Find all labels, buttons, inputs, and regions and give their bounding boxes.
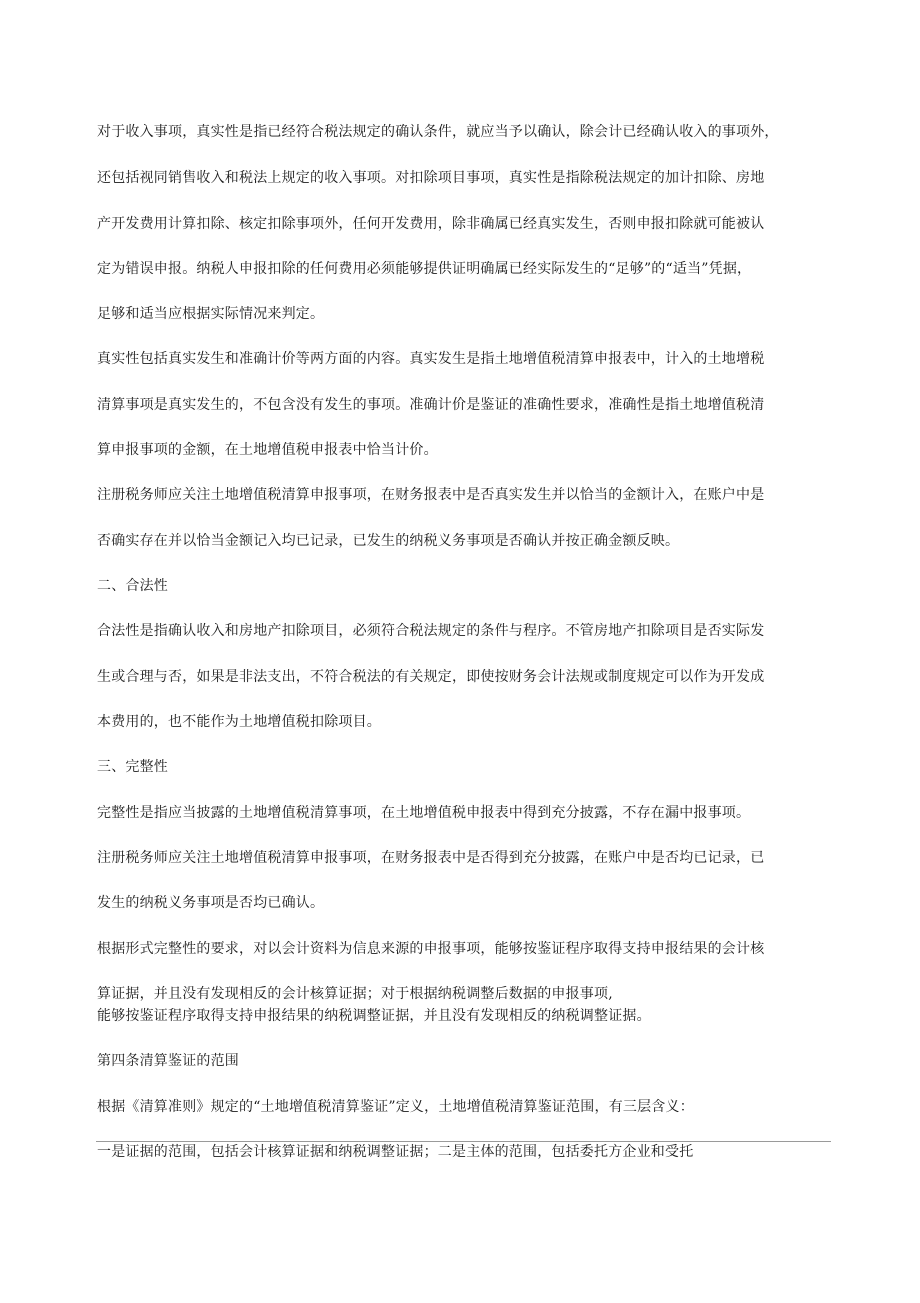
paragraph-line: 注册税务师应关注土地增值税清算申报事项，在财务报表中是否得到充分披露，在账户中是否均已记录，已 [97,850,765,866]
paragraph-line: 还包括视同销售收入和税法上规定的收入事项。对扣除项目事项，真实性是指除税法规定的加计扣除、房地 [97,170,765,186]
paragraph-line: 发生的纳税义务事项是否均已确认。 [97,895,325,911]
section-heading: 二、合法性 [97,578,168,594]
paragraph-line: 定为错误申报。纳税人申报扣除的任何费用必须能够提供证明确属已经实际发生的“足够”的“适当”凭据， [97,261,752,277]
paragraph-line: 否确实存在并以恰当金额记入均已记录，已发生的纳税义务事项是否确认并按正确金额反映。 [97,533,680,549]
paragraph-line: 生或合理与否，如果是非法支出，不符合税法的有关规定，即使按财务会计法规或制度规定可以作为开发成 [97,669,765,685]
paragraph-line: 本费用的，也不能作为土地增值税扣除项目。 [97,714,381,730]
paragraph-line: 一是证据的范围，包括会计核算证据和纳税调整证据；二是主体的范围，包括委托方企业和受托 [97,1144,694,1160]
paragraph-line: 足够和适当应根据实际情况来判定。 [97,306,325,322]
section-heading: 三、完整性 [97,759,168,775]
paragraph-line: 清算事项是真实发生的，不包含没有发生的事项。准确计价是鉴证的准确性要求，准确性是指土地增值税清 [97,397,765,413]
paragraph-line: 产开发费用计算扣除、核定扣除事项外，任何开发费用，除非确属已经真实发生，否则申报扣除就可能被认 [97,216,765,232]
paragraph-line: 完整性是指应当披露的土地增值税清算事项，在土地增值税申报表中得到充分披露，不存在漏中报事项。 [97,805,751,821]
paragraph-line: 根据形式完整性的要求，对以会计资料为信息来源的申报事项，能够按鉴证程序取得支持申报结果的会计核 [97,941,765,957]
paragraph-line: 对于收入事项，真实性是指已经符合税法规定的确认条件，就应当予以确认，除会计已经确认收入的事项外， [97,124,779,140]
paragraph-line: 注册税务师应关注土地增值税清算申报事项，在财务报表中是否真实发生并以恰当的金额计入，在账户中是 [97,487,765,503]
paragraph-line: 能够按鉴证程序取得支持申报结果的纳税调整证据，并且没有发现相反的纳税调整证据。 [97,1008,651,1024]
section-heading: 第四条清算鉴证的范围 [97,1053,239,1069]
paragraph-line: 算证据，并且没有发现相反的会计核算证据；对于根据纳税调整后数据的申报事项, [97,986,613,1002]
paragraph-line: 合法性是指确认收入和房地产扣除项目，必须符合税法规定的条件与程序。不管房地产扣除项目是否实际发 [97,623,765,639]
paragraph-line: 根据《清算准则》规定的“土地增值税清算鉴证”定义，土地增值税清算鉴证范围，有三层含义： [97,1099,694,1115]
paragraph-line: 算申报事项的金额，在土地增值税申报表中恰当计价。 [97,442,438,458]
paragraph-line: 真实性包括真实发生和准确计价等两方面的内容。真实发生是指土地增值税清算申报表中，计入的土地增税 [97,351,765,367]
horizontal-rule [96,1141,831,1142]
